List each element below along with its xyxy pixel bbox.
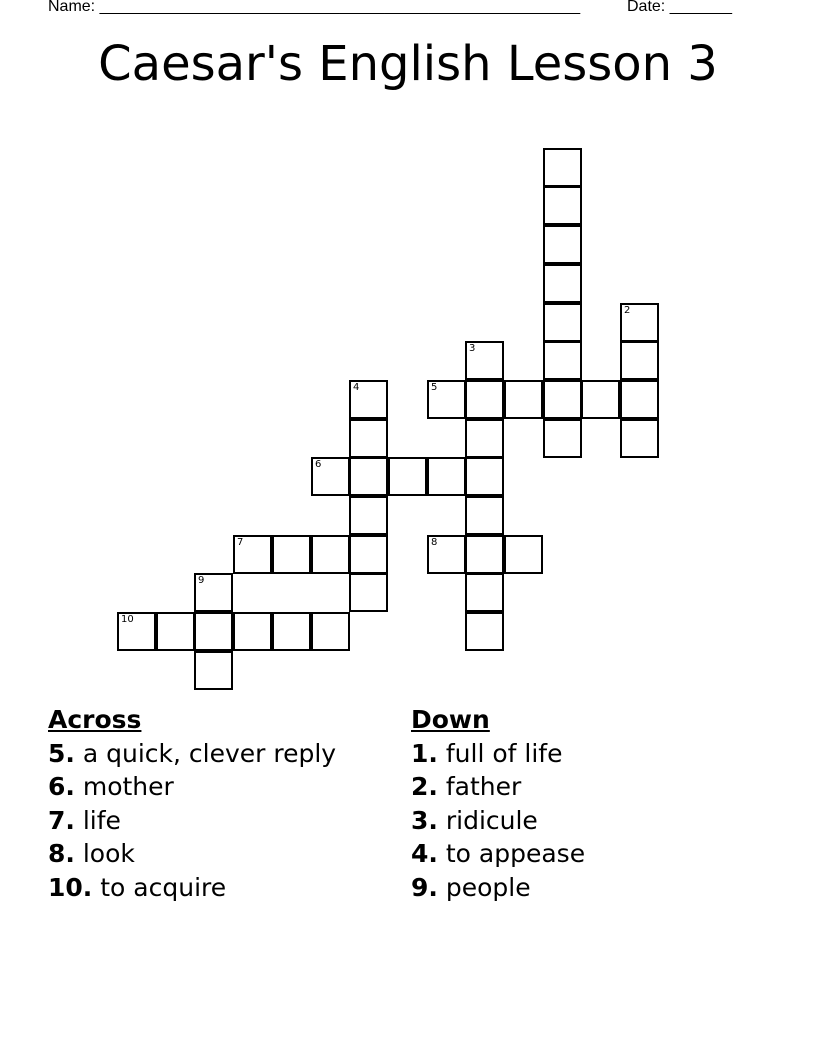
clue-number: 9. xyxy=(411,872,438,902)
grid-cell[interactable] xyxy=(620,419,659,458)
grid-cell[interactable] xyxy=(465,341,504,380)
down-clues xyxy=(411,703,585,904)
grid-cell[interactable] xyxy=(427,380,466,419)
grid-cell[interactable] xyxy=(543,186,582,225)
grid-cell[interactable] xyxy=(620,303,659,342)
clue-number-label: 10 xyxy=(121,614,134,625)
clue-number-label: 4 xyxy=(353,382,360,393)
clue-number-label: 3 xyxy=(469,343,476,354)
grid-cell[interactable] xyxy=(543,380,582,419)
clue-text: to appease xyxy=(445,839,586,868)
clue-number-label: 2 xyxy=(624,305,631,316)
grid-cell[interactable] xyxy=(543,264,582,303)
clue-number: 10. xyxy=(48,872,93,902)
grid-cell[interactable] xyxy=(194,612,233,651)
grid-cell[interactable] xyxy=(465,496,504,535)
grid-cell[interactable] xyxy=(349,535,388,574)
clue-item xyxy=(48,770,336,804)
clue-number: 5. xyxy=(48,738,75,768)
grid-cell[interactable] xyxy=(504,535,543,574)
clue-text: a quick, clever reply xyxy=(82,738,337,768)
clue-number-label: 9 xyxy=(198,575,205,586)
clue-item xyxy=(411,837,585,871)
across-clues xyxy=(48,703,336,904)
grid-cell[interactable] xyxy=(620,341,659,380)
grid-cell[interactable] xyxy=(349,573,388,612)
clue-text: to acquire xyxy=(100,872,227,902)
grid-cell[interactable] xyxy=(349,419,388,458)
grid-cell[interactable] xyxy=(543,225,582,264)
grid-cell[interactable] xyxy=(543,303,582,342)
clue-item xyxy=(411,871,585,905)
grid-cell[interactable] xyxy=(233,535,272,574)
date-line[interactable]: Date: _______ xyxy=(627,0,732,15)
grid-cell[interactable] xyxy=(620,380,659,419)
clue-item xyxy=(411,804,585,838)
clue-number: 4. xyxy=(411,839,438,868)
clue-text: father xyxy=(445,772,522,801)
clue-number: 6. xyxy=(48,772,75,801)
clue-text: mother xyxy=(82,772,174,801)
clue-number: 2. xyxy=(411,772,438,801)
name-line[interactable]: Name: ______________________________________________________ xyxy=(48,0,581,15)
clue-number-label: 5 xyxy=(431,382,438,393)
grid-cell[interactable] xyxy=(465,419,504,458)
grid-cell[interactable] xyxy=(311,535,350,574)
clue-item xyxy=(411,770,585,804)
grid-cell[interactable] xyxy=(427,535,466,574)
clue-number: 7. xyxy=(48,805,75,835)
clue-number-label: 7 xyxy=(237,537,244,548)
grid-cell[interactable] xyxy=(349,496,388,535)
clue-text: people xyxy=(445,872,531,902)
grid-cell[interactable] xyxy=(272,535,311,574)
grid-cell[interactable] xyxy=(543,148,582,187)
grid-cell[interactable] xyxy=(427,457,466,496)
grid-cell[interactable] xyxy=(465,535,504,574)
grid-cell[interactable] xyxy=(465,612,504,651)
grid-cell[interactable] xyxy=(194,651,233,690)
grid-cell[interactable] xyxy=(311,612,350,651)
grid-cell[interactable] xyxy=(465,573,504,612)
grid-cell[interactable] xyxy=(504,380,543,419)
grid-cell[interactable] xyxy=(388,457,427,496)
grid-cell[interactable] xyxy=(543,341,582,380)
across-heading: Across xyxy=(48,705,142,734)
clue-text: life xyxy=(82,805,121,835)
grid-cell[interactable] xyxy=(465,457,504,496)
clue-number-label: 6 xyxy=(315,459,322,470)
clue-item xyxy=(48,737,336,771)
clue-text: look xyxy=(82,839,135,868)
grid-cell[interactable] xyxy=(117,612,156,651)
clue-text: full of life xyxy=(445,738,563,768)
clue-item xyxy=(411,737,585,771)
down-heading: Down xyxy=(411,705,490,734)
grid-cell[interactable] xyxy=(543,419,582,458)
clue-item xyxy=(48,871,336,905)
grid-cell[interactable] xyxy=(194,573,233,612)
clue-item xyxy=(48,804,336,838)
clue-number: 8. xyxy=(48,839,75,868)
grid-cell[interactable] xyxy=(349,380,388,419)
clue-number: 1. xyxy=(411,738,438,768)
clue-number: 3. xyxy=(411,805,438,835)
page-title: Caesar's English Lesson 3 xyxy=(98,36,718,92)
clue-item xyxy=(48,837,336,871)
grid-cell[interactable] xyxy=(233,612,272,651)
grid-cell[interactable] xyxy=(581,380,620,419)
grid-cell[interactable] xyxy=(349,457,388,496)
grid-cell[interactable] xyxy=(156,612,195,651)
grid-cell[interactable] xyxy=(465,380,504,419)
grid-cell[interactable] xyxy=(311,457,350,496)
clue-number-label: 8 xyxy=(431,537,438,548)
clue-text: ridicule xyxy=(445,805,538,835)
grid-cell[interactable] xyxy=(272,612,311,651)
